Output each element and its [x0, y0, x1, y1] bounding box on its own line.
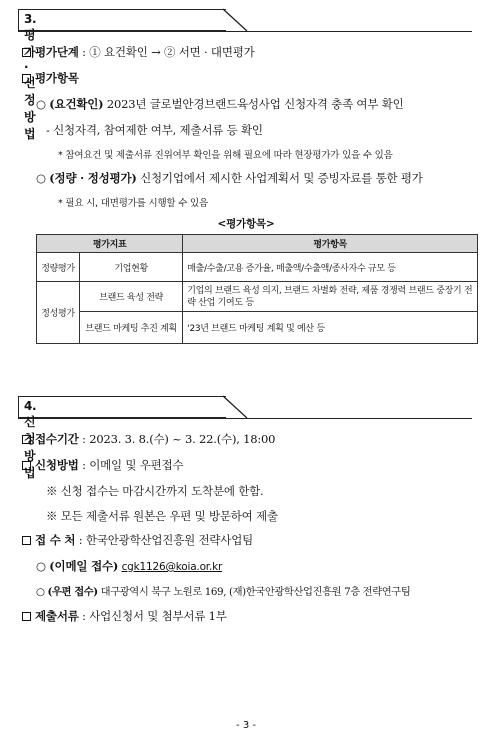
table-row — [37, 253, 478, 282]
section-header-box — [18, 396, 226, 418]
eval-stage-line — [22, 44, 255, 60]
method-note-2: ※ 모든 제출서류 원본은 우편 및 방문하여 제출 — [46, 509, 278, 523]
square-bullet-icon — [22, 461, 31, 470]
requirement-note: * 참여요건 및 제출서류 진위여부 확인을 위해 필요에 따라 현장평가가 있을 수 있음 — [58, 150, 393, 161]
reception-place-label: 접 수 처 — [35, 533, 76, 547]
submission-docs-line — [22, 608, 227, 624]
table-row — [37, 282, 478, 312]
quant-qual-eval-label: (정량 · 정성평가) — [49, 171, 137, 185]
circle-bullet-icon: ○ — [36, 559, 50, 573]
application-method-line — [22, 457, 183, 473]
requirement-check-sub: - 신청자격, 참여제한 여부, 제출서류 등 확인 — [46, 123, 263, 137]
application-period-label: 접수기간 — [35, 432, 79, 446]
requirement-check-label: (요건확인) — [49, 97, 104, 111]
interview-note: * 필요 시, 대면평가를 시행할 수 있음 — [58, 198, 208, 209]
reception-place-line — [22, 532, 253, 548]
qual-eval-cell: 정성평가 — [37, 282, 80, 344]
header-indicator: 평가지표 — [37, 235, 183, 253]
indicator-cell: 브랜드 육성 전략 — [80, 282, 183, 312]
quant-qual-eval-text: 신청기업에서 제시한 사업계획서 및 증빙자료를 통한 평가 — [136, 171, 423, 185]
table-row — [37, 312, 478, 344]
header-items: 평가항목 — [183, 235, 478, 253]
post-reception-label: (우편 접수) — [47, 586, 98, 598]
indicator-cell: 브랜드 마케팅 추진 계획 — [80, 312, 183, 344]
eval-items-label: 평가항목 — [35, 71, 79, 85]
section-rule — [18, 418, 472, 419]
square-bullet-icon — [22, 74, 31, 83]
section-4-title: 4. 신청방법 — [24, 399, 37, 480]
square-bullet-icon — [22, 612, 31, 621]
email-reception-line — [36, 558, 222, 574]
application-period-line — [22, 431, 275, 447]
eval-items-line — [22, 70, 79, 86]
email-link[interactable]: cgk1126@koia.or.kr — [121, 561, 223, 573]
square-bullet-icon — [22, 536, 31, 545]
application-method-label: 신청방법 — [35, 458, 79, 472]
quant-eval-cell: 정량평가 — [37, 253, 80, 282]
requirement-check-line — [36, 96, 404, 112]
items-cell: 매출/수출/고용 증가율, 매출액/수출액/종사자수 규모 등 — [183, 253, 478, 282]
circle-bullet-icon: ○ — [36, 171, 50, 185]
eval-stage-label: 평가단계 — [35, 45, 79, 59]
items-cell: 기업의 브랜드 육성 의지, 브랜드 차별화 전략, 제품 경쟁력 브랜드 중장기 전략 산업 기여도 등 — [183, 282, 478, 312]
application-method-text: : 이메일 및 우편접수 — [78, 458, 184, 472]
section-header-box — [18, 9, 226, 31]
table-header-row — [37, 235, 478, 253]
submission-docs-text: : 사업신청서 및 첨부서류 1부 — [78, 609, 227, 623]
reception-place-text: : 한국안광학산업진흥원 전략사업팀 — [75, 533, 254, 547]
section-rule — [18, 31, 472, 32]
eval-stage-text: : ① 요건확인 → ② 서면 · 대면평가 — [78, 45, 255, 59]
circle-bullet-icon: ○ — [36, 97, 50, 111]
page-number: - 3 - — [236, 720, 256, 731]
post-reception-text: 대구광역시 북구 노원로 169, (재)한국안광학산업진흥원 7층 전략연구팀 — [97, 586, 411, 598]
table-caption: <평가항목> — [217, 218, 275, 230]
items-cell: '23년 브랜드 마케팅 계획 및 예산 등 — [183, 312, 478, 344]
method-note-1: ※ 신청 접수는 마감시간까지 도착분에 한함. — [46, 484, 264, 498]
requirement-check-text: 2023년 글로벌안경브랜드육성사업 신청자격 충족 여부 확인 — [103, 97, 404, 111]
square-bullet-icon — [22, 48, 31, 57]
application-period-text: : 2023. 3. 8.(수) ~ 3. 22.(수), 18:00 — [78, 432, 276, 446]
post-reception-line — [36, 583, 410, 598]
email-reception-label: (이메일 접수) — [49, 559, 119, 573]
section-header-slant — [222, 8, 248, 32]
square-bullet-icon — [22, 435, 31, 444]
quant-qual-eval-line — [36, 170, 423, 186]
circle-bullet-icon: ○ — [36, 586, 48, 598]
indicator-cell: 기업현황 — [80, 253, 183, 282]
section-3-title: 3. 평가 · 선정방법 — [24, 12, 37, 141]
section-header-slant — [222, 395, 248, 419]
submission-docs-label: 제출서류 — [35, 609, 79, 623]
evaluation-table — [36, 234, 478, 344]
